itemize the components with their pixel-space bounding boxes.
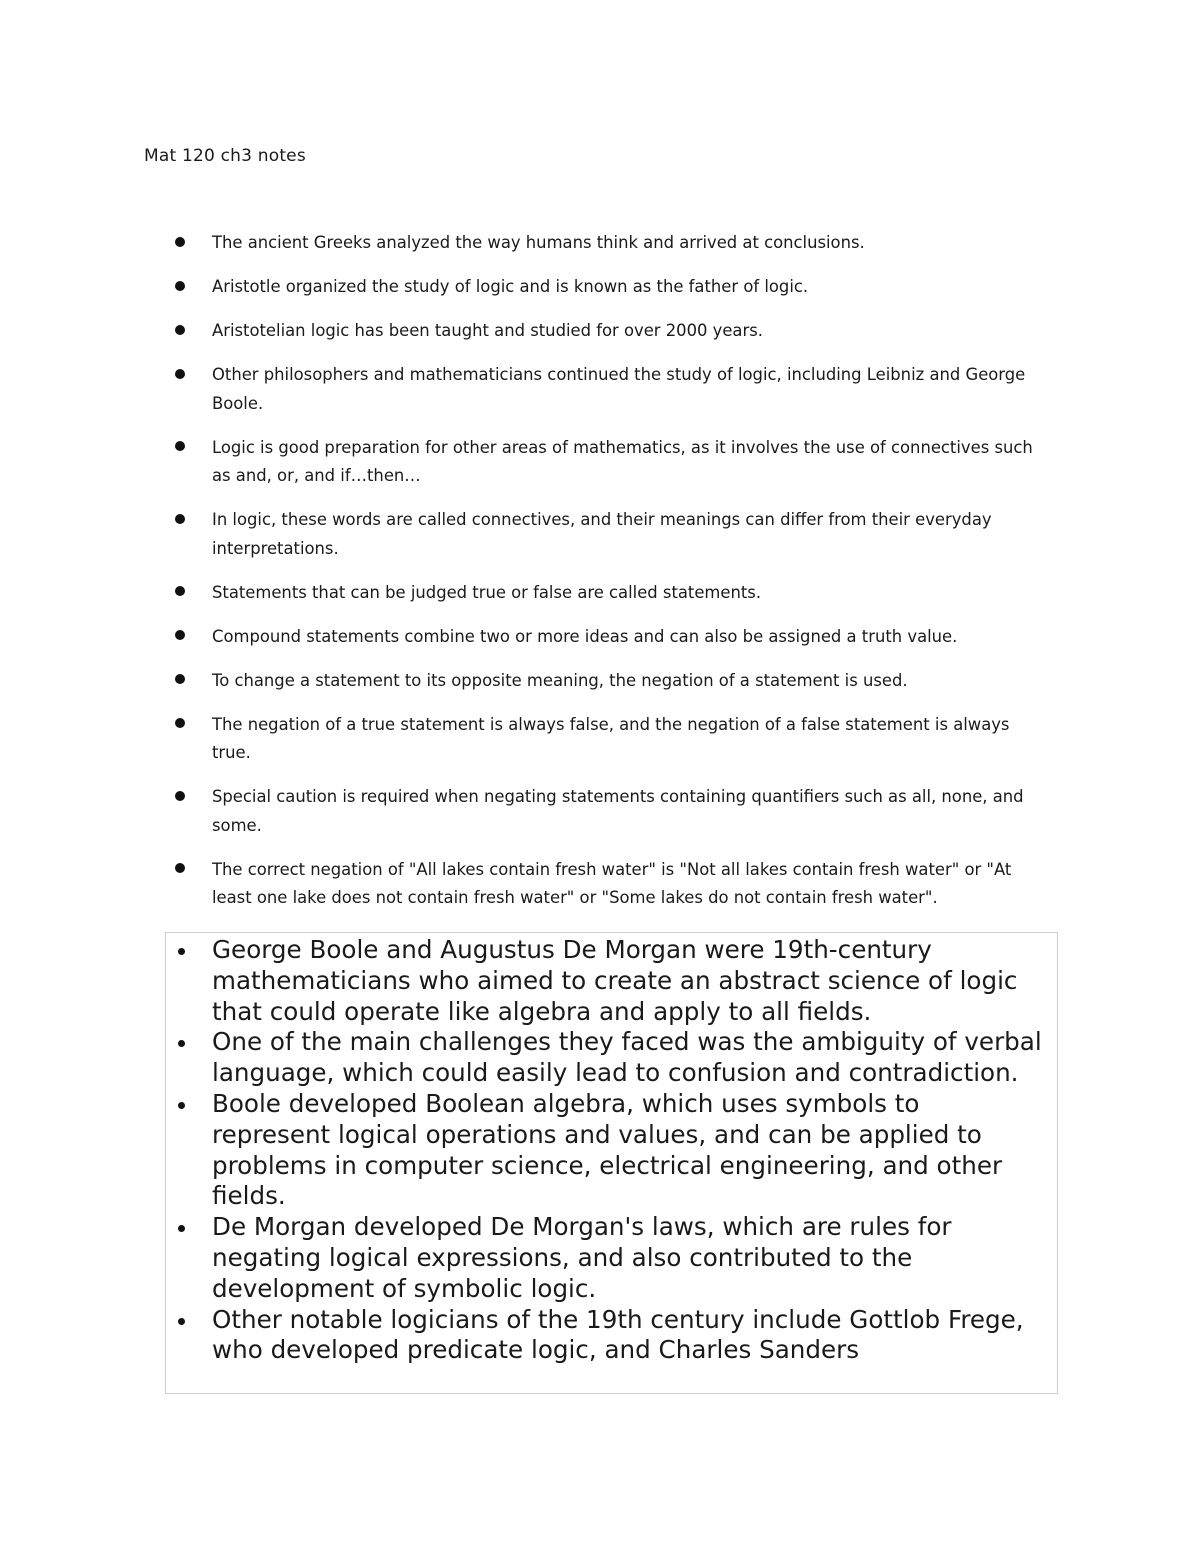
list-item-text: To change a statement to its opposite meaning, the negation of a statement is used. (212, 670, 908, 690)
bullet-icon (175, 514, 185, 524)
boxed-notes-frame (165, 932, 1058, 1394)
list-item (0, 667, 1200, 696)
list-item (166, 1212, 1043, 1304)
boxed-notes-list (166, 933, 1057, 1366)
list-item-text: The ancient Greeks analyzed the way humans think and arrived at conclusions. (212, 233, 865, 252)
list-item-text: In logic, these words are called connectives, and their meanings can differ from their everyday interpretations. (212, 510, 992, 558)
list-item-text: Logic is good preparation for other areas of mathematics, as it involves the use of connectives such as and, or, and if…then… (212, 437, 1033, 485)
list-item-text: Special caution is required when negating statements containing quantifiers such as all, none, and some. (212, 787, 1024, 835)
list-item-text: Boole developed Boolean algebra, which uses symbols to represent logical operations and values, and can be applied to problems in computer science, electrical engineering, and other fields. (212, 1088, 1003, 1211)
list-item (0, 317, 1200, 346)
list-item (0, 711, 1200, 768)
bullet-icon (175, 791, 185, 801)
list-item (0, 856, 1200, 913)
list-item (166, 1305, 1043, 1367)
bullet-icon (178, 1225, 185, 1232)
document-title: Mat 120 ch3 notes (144, 146, 306, 166)
bullet-icon (175, 863, 185, 873)
list-item (0, 361, 1200, 418)
bullet-icon (178, 948, 185, 955)
list-item-text: Other philosophers and mathematicians continued the study of logic, including Leibniz and George Boole. (212, 365, 1026, 413)
bullet-icon (175, 674, 185, 684)
list-item-text: The correct negation of "All lakes contain fresh water" is "Not all lakes contain fresh water" or "At least one lake does not contain fresh water" or "Some lakes do not contain fresh water". (212, 859, 1012, 907)
bullet-icon (175, 586, 185, 596)
bullet-icon (178, 1318, 185, 1325)
list-item (166, 1089, 1043, 1212)
list-item-text: Statements that can be judged true or false are called statements. (212, 582, 762, 602)
list-item (0, 579, 1200, 608)
list-item (0, 273, 1200, 302)
bullet-icon (175, 237, 185, 247)
list-item-text: De Morgan developed De Morgan's laws, which are rules for negating logical expressions, and also contributed to the development of symbolic logic. (212, 1212, 952, 1303)
bullet-icon (175, 441, 185, 451)
list-item (0, 623, 1200, 652)
list-item-text: Aristotle organized the study of logic and is known as the father of logic. (212, 277, 809, 296)
list-item-text: Aristotelian logic has been taught and studied for over 2000 years. (212, 321, 763, 340)
list-item-text: Compound statements combine two or more ideas and can also be assigned a truth value. (212, 626, 958, 646)
bullet-icon (175, 325, 185, 335)
bullet-icon (175, 630, 185, 640)
notes-list (0, 229, 1200, 928)
list-item-text: George Boole and Augustus De Morgan were 19th-century mathematicians who aimed to create an abstract science of logic that could operate like algebra and apply to all fields. (212, 935, 1018, 1026)
bullet-icon (178, 1102, 185, 1109)
list-item (0, 229, 1200, 258)
list-item (0, 506, 1200, 563)
list-item (166, 935, 1043, 1027)
list-item-text: One of the main challenges they faced was the ambiguity of verbal language, which could easily lead to confusion and contradiction. (212, 1027, 1042, 1088)
bullet-icon (175, 369, 185, 379)
list-item-text: Other notable logicians of the 19th century include Gottlob Frege, who developed predicate logic, and Charles Sanders (212, 1304, 1024, 1365)
bullet-icon (175, 281, 185, 291)
list-item (0, 783, 1200, 840)
list-item (166, 1027, 1043, 1089)
bullet-icon (178, 1040, 185, 1047)
list-item (0, 434, 1200, 491)
bullet-icon (175, 718, 185, 728)
list-item-text: The negation of a true statement is always false, and the negation of a false statement is always true. (212, 714, 1010, 762)
